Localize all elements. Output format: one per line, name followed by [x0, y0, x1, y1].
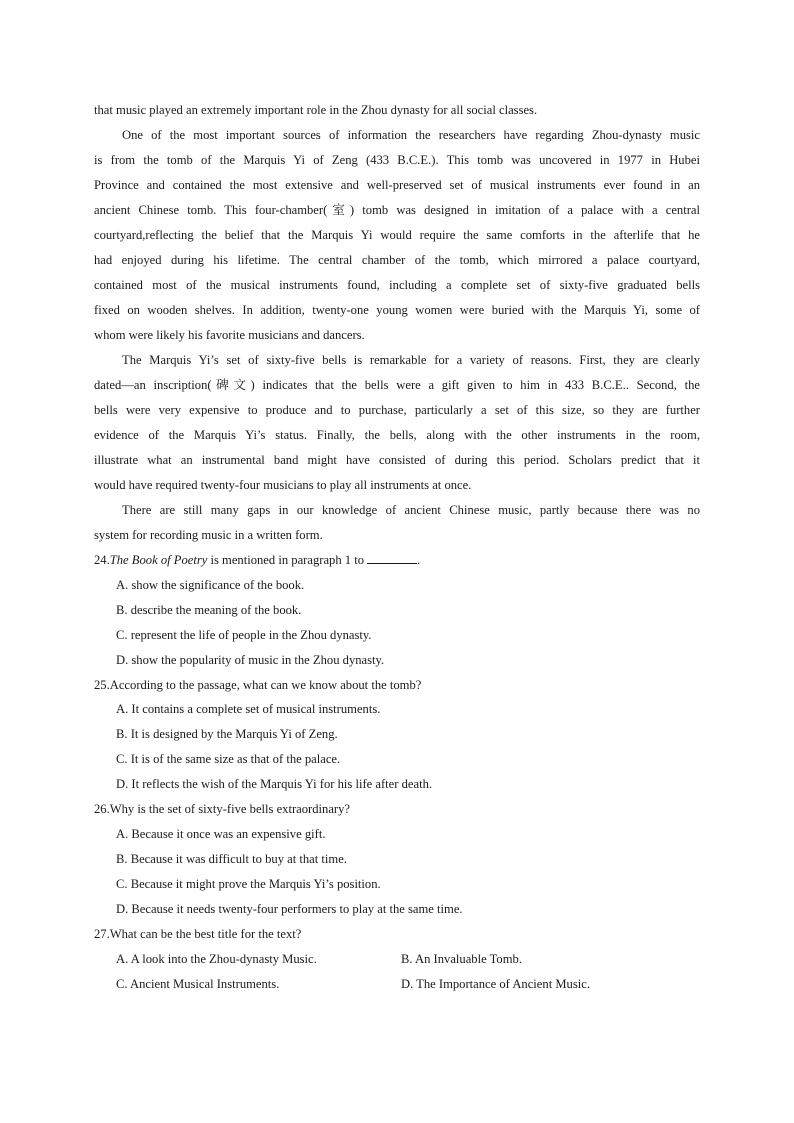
passage-line: bells were very expensive to produce and to purchase, particularly a set of this size, so they are further [94, 403, 700, 417]
question-stem: 25.According to the passage, what can we know about the tomb? [94, 678, 422, 692]
passage-line: illustrate what an instrumental band might have consisted of during this period. Scholars predict that it [94, 453, 700, 467]
passage-line: that music played an extremely important role in the Zhou dynasty for all social classes. [94, 103, 538, 117]
passage-line: The Marquis Yi’s set of sixty-five bells is remarkable for a variety of reasons. First, they are clearly [122, 353, 700, 367]
question-stem [94, 551, 420, 569]
option-c: C. represent the life of people in the Zhou dynasty. [116, 628, 372, 642]
passage-line: dated—an inscription(碑文) indicates that the bells were a gift given to him in 433 B.C.E.. Second, the [94, 378, 700, 392]
option-c: C. Because it might prove the Marquis Yi’s position. [116, 877, 381, 891]
option-d: D. show the popularity of music in the Zhou dynasty. [116, 653, 385, 667]
passage-line: contained most of the musical instruments found, including a complete set of sixty-five graduated bells [94, 278, 700, 292]
passage-line: Province and contained the most extensive and well-preserved set of musical instruments ever found in an [94, 178, 700, 192]
passage-line: courtyard,reflecting the belief that the Marquis Yi would require the same comforts in the afterlife that he [94, 228, 700, 242]
option-a: A. A look into the Zhou-dynasty Music. [116, 952, 317, 966]
option-d: D. It reflects the wish of the Marquis Yi for his life after death. [116, 777, 433, 791]
passage-line: There are still many gaps in our knowledge of ancient Chinese music, partly because there was no [122, 503, 700, 517]
option-b: B. describe the meaning of the book. [116, 603, 302, 617]
option-b: B. It is designed by the Marquis Yi of Zeng. [116, 727, 338, 741]
option-b: B. Because it was difficult to buy at that time. [116, 852, 347, 866]
option-a: A. show the significance of the book. [116, 578, 305, 592]
passage-line: would have required twenty-four musicians to play all instruments at once. [94, 478, 472, 492]
option-d: D. The Importance of Ancient Music. [401, 977, 590, 991]
option-c: C. Ancient Musical Instruments. [116, 977, 280, 991]
question-end: . [417, 553, 421, 567]
question-stem: 27.What can be the best title for the text? [94, 927, 302, 941]
answer-blank [367, 551, 417, 564]
book-title: The Book of Poetry [109, 553, 208, 567]
option-b: B. An Invaluable Tomb. [401, 952, 522, 966]
passage-line: is from the tomb of the Marquis Yi of Zeng (433 B.C.E.). This tomb was uncovered in 1977 in Hubei [94, 153, 700, 167]
passage-line: whom were likely his favorite musicians and dancers. [94, 328, 365, 342]
option-a: A. It contains a complete set of musical instruments. [116, 702, 381, 716]
option-c: C. It is of the same size as that of the palace. [116, 752, 341, 766]
question-stem: 26.Why is the set of sixty-five bells extraordinary? [94, 802, 351, 816]
passage-line: One of the most important sources of information the researchers have regarding Zhou-dynasty music [122, 128, 700, 142]
passage-line: had enjoyed during his lifetime. The central chamber of the tomb, which mirrored a palace courtyard, [94, 253, 700, 267]
option-d: D. Because it needs twenty-four performers to play at the same time. [116, 902, 463, 916]
passage-line: system for recording music in a written form. [94, 528, 323, 542]
passage-line: fixed on wooden shelves. In addition, twenty-one young women were buried with the Marquis Yi, some of [94, 303, 700, 317]
option-a: A. Because it once was an expensive gift. [116, 827, 326, 841]
passage-line: evidence of the Marquis Yi’s status. Finally, the bells, along with the other instruments in the room, [94, 428, 700, 442]
question-number: 24. [94, 553, 110, 567]
passage-line: ancient Chinese tomb. This four-chamber(室) tomb was designed in imitation of a palace with a central [94, 203, 700, 217]
question-text: is mentioned in paragraph 1 to [207, 553, 365, 567]
